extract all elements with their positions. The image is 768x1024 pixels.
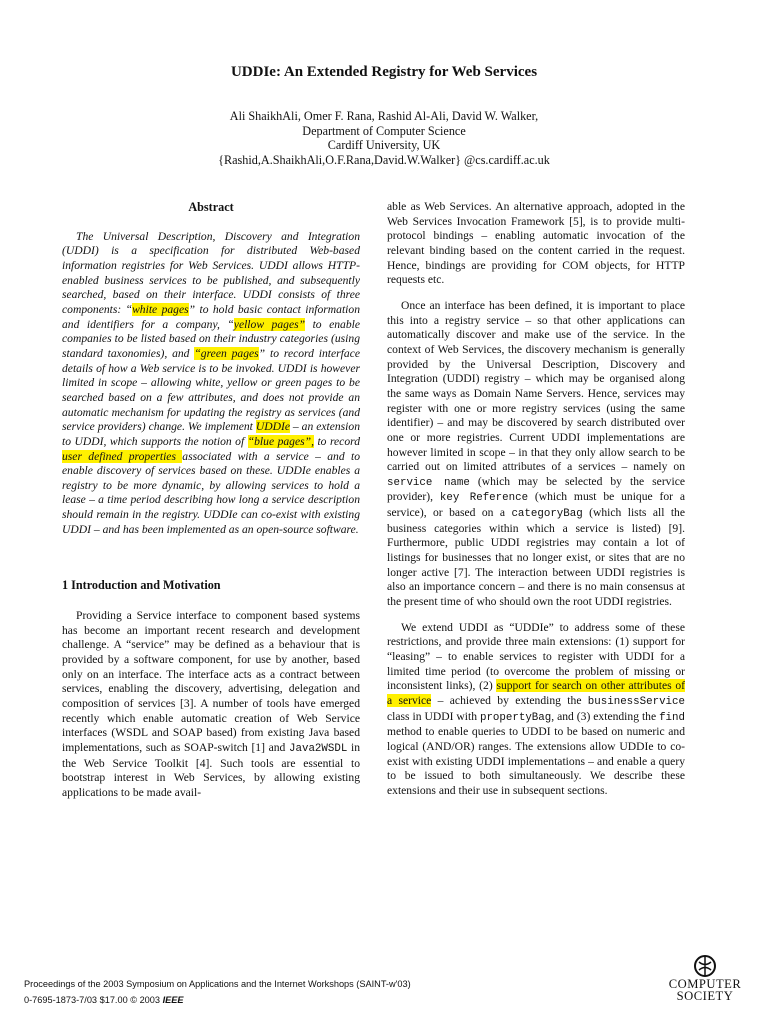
right-column bbox=[387, 200, 685, 799]
ieee-emblem-icon bbox=[690, 954, 720, 978]
paper-title: UDDIe: An Extended Registry for Web Services bbox=[230, 64, 538, 80]
code-key-reference: key Reference bbox=[439, 492, 529, 505]
highlight-blue-pages: “blue pages”, bbox=[247, 434, 314, 448]
code-java2wsdl: Java2WSDL bbox=[289, 743, 348, 755]
computer-society-logo bbox=[664, 954, 746, 1006]
code-categorybag: categoryBag bbox=[511, 508, 583, 521]
university: Cardiff University, UK bbox=[327, 138, 441, 153]
code-businessservice: businessService bbox=[587, 696, 685, 708]
abstract-text: The Universal Description, Discovery and Integration (UDDI) is a specification for distributed Web-based information registries for Web Services. UDDI allows HTTP-enabled business services to be published, and subsequently searched, based on their interface. UDDI consists of three components: “white pages” to hold basic contact information and identifiers for a company, “yellow pages” to enable companies to be listed based on their industry categories (using standard taxonomies), and “green pages” to record interface details of how a Web service is to be invoked. UDDI is however limited in scope – allowing white, yellow or green pages to be searched based on a few attributes, and does not provide an automatic mechanism for updating the registry as services (and service providers) change. We implement UDDIe – an extension to UDDI, which supports the notion of “blue pages”, to record user defined properties associated with a service – and to enable discovery of services based on these. UDDIe enables a registry to be more dynamic, by allowing services to hold a lease – a time period describing how long a service description should remain in the registry. UDDIe can co-exist with existing UDDI – and has been implemented as an open-source software. bbox=[62, 229, 360, 536]
highlight-user-defined-properties: user defined properties bbox=[62, 449, 183, 463]
left-column bbox=[62, 200, 360, 801]
footer-proceedings: Proceedings of the 2003 Symposium on Applications and the Internet Workshops (SAINT-w'03) bbox=[24, 979, 411, 989]
logo-society: SOCIETY bbox=[676, 989, 734, 1003]
author-block bbox=[0, 109, 768, 167]
section-heading-introduction: 1 Introduction and Motivation bbox=[62, 578, 221, 593]
footer-isbn: 0-7695-1873-7/03 $17.00 © 2003 IEEE bbox=[24, 995, 184, 1005]
highlight-search-other-attributes: support for search on other attributes of a service bbox=[387, 679, 685, 707]
highlight-white-pages: white pages bbox=[132, 302, 189, 316]
highlight-uddie: UDDIe bbox=[255, 420, 290, 434]
paragraph-continuation: able as Web Services. An alternative approach, adopted in the Web Services Invocation Framework [5], is to provide multi-protocol bindings – enabling automatic invocation of the relevant binding based on the content carried in the request. Hence, bindings are providing for COM objects, for HTTP requests etc. bbox=[387, 200, 685, 287]
paragraph-extensions: We extend UDDI as “UDDIe” to address some of these restrictions, and provide three main extensions: (1) support for “leasing” – to enable services to register with UDDI for a limited time period (to overcome the problem of missing or inconsistent links), (2) support for search on other attributes of a service – achieved by extending the businessService class in UDDI with propertyBag, and (3) extending the find method to enable queries to UDDI to be based on numeric and logical (AND/OR) ranges. The extensions allow UDDIe to co-exist with existing UDDI implementations – and enable a query to be issued to both simultaneously. We describe these extensions and their use in subsequent sections. bbox=[387, 620, 685, 797]
author-emails: {Rashid,A.ShaikhAli,O.F.Rana,David.W.Walker} @cs.cardiff.ac.uk bbox=[218, 152, 550, 167]
department: Department of Computer Science bbox=[302, 123, 466, 138]
page-footer bbox=[24, 976, 411, 1008]
highlight-yellow-pages: yellow pages” bbox=[233, 317, 306, 331]
code-propertybag: propertyBag bbox=[479, 711, 552, 724]
author-names: Ali ShaikhAli, Omer F. Rana, Rashid Al-Ali, David W. Walker, bbox=[229, 109, 539, 123]
abstract-heading: Abstract bbox=[188, 200, 234, 214]
code-service-name: service name bbox=[387, 476, 470, 489]
logo-computer: COMPUTER bbox=[668, 977, 742, 991]
highlight-green-pages: “green pages bbox=[194, 346, 259, 360]
footer-ieee: IEEE bbox=[162, 995, 184, 1005]
code-find: find bbox=[659, 711, 685, 724]
paragraph-registry: Once an interface has been defined, it is important to place this into a registry service – so that other applications can automatically discover and make use of the service. In the context of Web Services, the discovery mechanism is generally provided by the Universal Description, Discovery and Integration (UDDI) registry – which may be organised along the same ways as Domain Name Servers. Hence, services may register with one or more registry services (using the same identifier) – and may be discovered by search distributed over one or more registries. Current UDDI implementations are however limited in scope – in that they only allow search to be carried out on limited attributes of a services – namely on service name (which may be selected by the service provider), key Reference (which must be unique for a service), or based on a categoryBag (which lists all the business categories within which a service is listed) [9]. Furthermore, public UDDI registries may contain a lot of listings for businesses that no longer exist, or sites that are no longer active [7]. The interaction between UDDI registries is also an importance concern – and there is no main consensus at the present time of who should own the root UDDI registries. bbox=[387, 298, 686, 609]
intro-paragraph: Providing a Service interface to component based systems has become an important recent research and development challenge. A “service” may be defined as a behaviour that is provided by a software component, for use by another, based only on an interface. The interface acts as a contract between services, enabling the discovery, advertising, delegation and composition of services [3]. A number of tools have emerged recently which enable automatic creation of Web Service interfaces (WSDL and SOAP based) from existing Java based implementations, such as SOAP-switch [1] and Java2WSDL in the Web Service Toolkit [4]. Such tools are essential to bootstrap interest in Web Services, by allowing existing applications to be made avail- bbox=[62, 609, 360, 799]
